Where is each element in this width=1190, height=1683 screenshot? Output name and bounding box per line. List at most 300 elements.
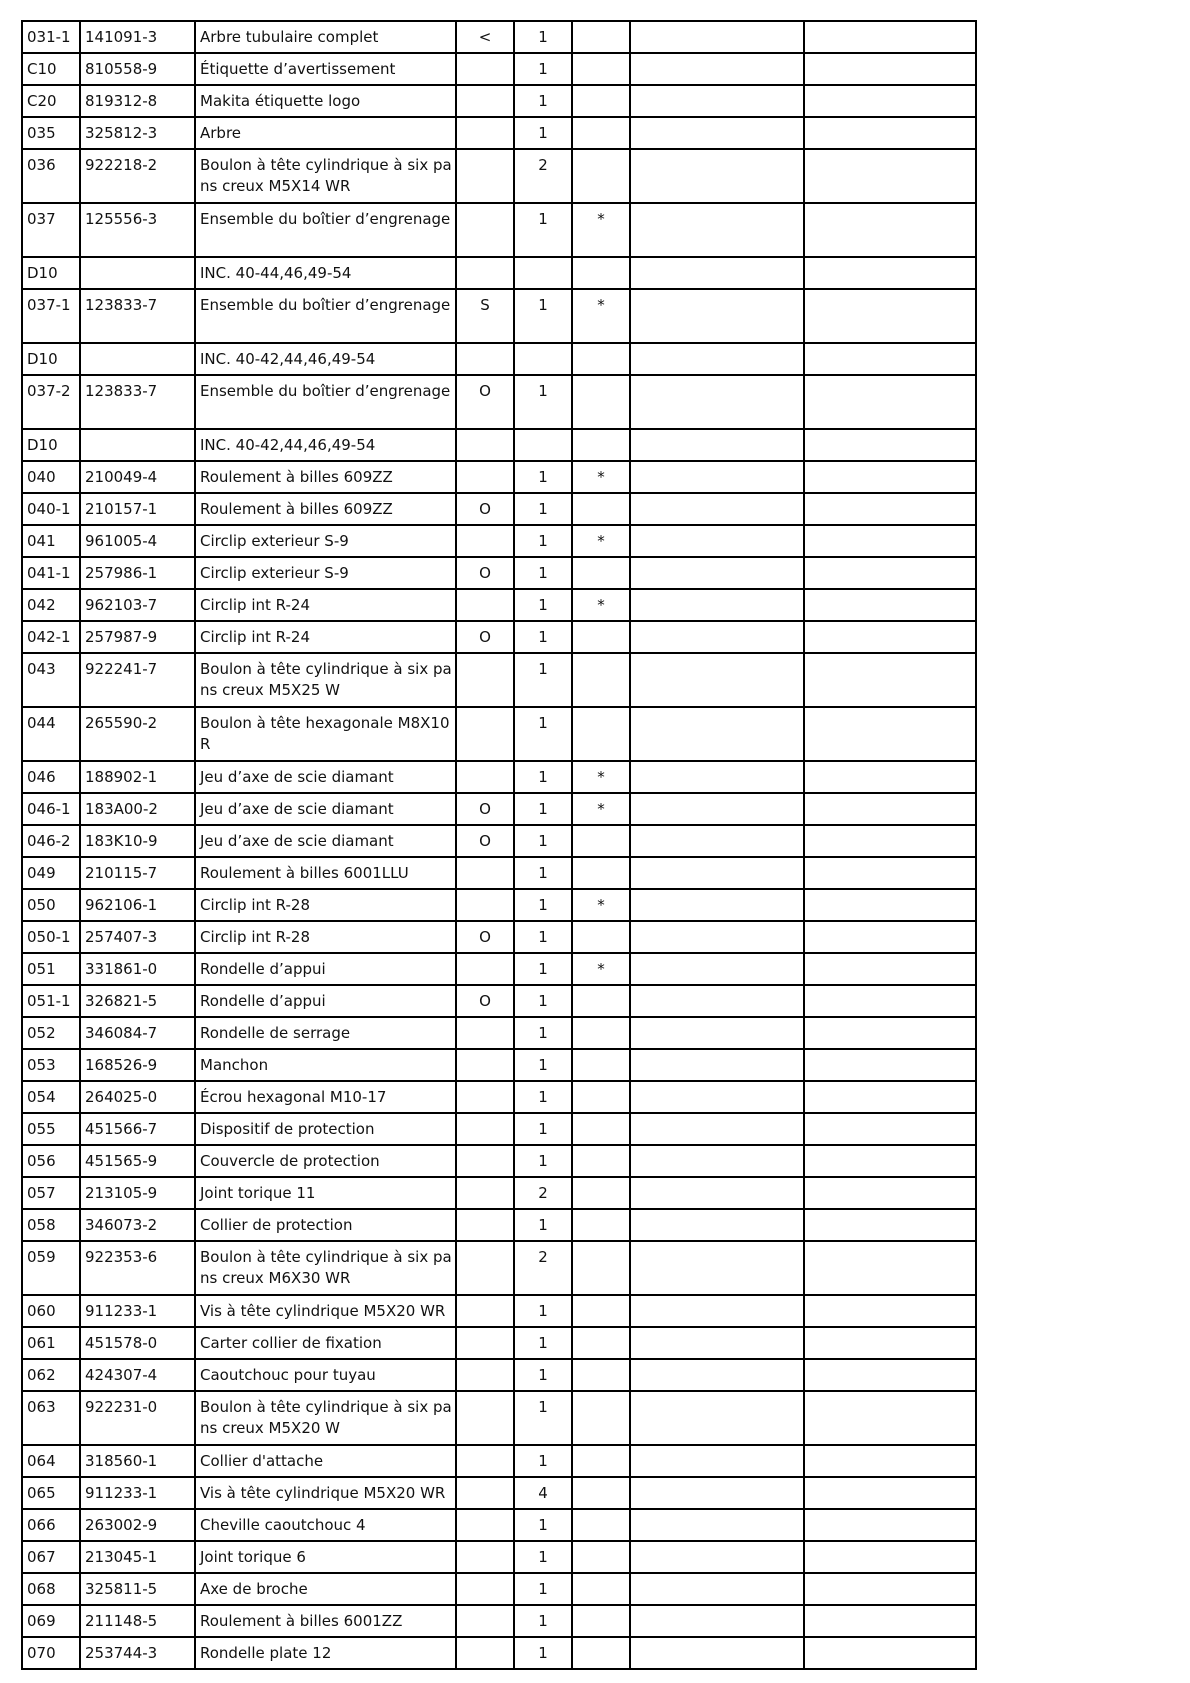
note-cell bbox=[572, 1145, 630, 1177]
description-cell: Roulement à billes 6001LLU bbox=[195, 857, 456, 889]
note-cell: * bbox=[572, 889, 630, 921]
ref-number-cell: 050-1 bbox=[22, 921, 80, 953]
description-cell: Circlip int R-28 bbox=[195, 921, 456, 953]
note-cell bbox=[572, 1637, 630, 1669]
ref-number-cell: 037-1 bbox=[22, 289, 80, 343]
description-cell: Ensemble du boîtier d’engrenage bbox=[195, 289, 456, 343]
description-cell: Boulon à tête cylindrique à six pans creux M5X20 W bbox=[195, 1391, 456, 1445]
marker-cell bbox=[456, 1477, 514, 1509]
marker-cell: O bbox=[456, 557, 514, 589]
note-cell bbox=[572, 1391, 630, 1445]
note-cell: * bbox=[572, 203, 630, 257]
quantity-cell: 1 bbox=[514, 985, 572, 1017]
table-row bbox=[22, 1209, 976, 1241]
part-number-cell: 263002-9 bbox=[80, 1509, 195, 1541]
empty-cell bbox=[630, 921, 804, 953]
ref-number-cell: 067 bbox=[22, 1541, 80, 1573]
empty-cell bbox=[804, 149, 976, 203]
quantity-cell: 1 bbox=[514, 1541, 572, 1573]
marker-cell bbox=[456, 1359, 514, 1391]
empty-cell bbox=[630, 53, 804, 85]
table-row bbox=[22, 1049, 976, 1081]
description-cell: Circlip int R-24 bbox=[195, 621, 456, 653]
quantity-cell: 1 bbox=[514, 1081, 572, 1113]
ref-number-cell: 058 bbox=[22, 1209, 80, 1241]
note-cell: * bbox=[572, 953, 630, 985]
ref-number-cell: 061 bbox=[22, 1327, 80, 1359]
table-row bbox=[22, 525, 976, 557]
marker-cell bbox=[456, 429, 514, 461]
ref-number-cell: 069 bbox=[22, 1605, 80, 1637]
empty-cell bbox=[630, 117, 804, 149]
empty-cell bbox=[804, 429, 976, 461]
description-cell: INC. 40-42,44,46,49-54 bbox=[195, 429, 456, 461]
part-number-cell: 213105-9 bbox=[80, 1177, 195, 1209]
table-row bbox=[22, 1359, 976, 1391]
part-number-cell: 141091-3 bbox=[80, 21, 195, 53]
part-number-cell: 264025-0 bbox=[80, 1081, 195, 1113]
description-cell: Circlip int R-24 bbox=[195, 589, 456, 621]
marker-cell: O bbox=[456, 493, 514, 525]
description-cell: Jeu d’axe de scie diamant bbox=[195, 793, 456, 825]
quantity-cell: 1 bbox=[514, 1509, 572, 1541]
marker-cell bbox=[456, 1145, 514, 1177]
table-row bbox=[22, 857, 976, 889]
table-row bbox=[22, 1113, 976, 1145]
ref-number-cell: 055 bbox=[22, 1113, 80, 1145]
part-number-cell: 123833-7 bbox=[80, 289, 195, 343]
empty-cell bbox=[630, 857, 804, 889]
quantity-cell: 1 bbox=[514, 1327, 572, 1359]
table-row bbox=[22, 1573, 976, 1605]
quantity-cell: 1 bbox=[514, 621, 572, 653]
quantity-cell: 1 bbox=[514, 117, 572, 149]
ref-number-cell: 043 bbox=[22, 653, 80, 707]
part-number-cell: 962103-7 bbox=[80, 589, 195, 621]
quantity-cell: 2 bbox=[514, 1241, 572, 1295]
empty-cell bbox=[804, 1177, 976, 1209]
note-cell bbox=[572, 1049, 630, 1081]
quantity-cell: 1 bbox=[514, 1113, 572, 1145]
description-cell: Jeu d’axe de scie diamant bbox=[195, 761, 456, 793]
part-number-cell: 325811-5 bbox=[80, 1573, 195, 1605]
part-number-cell: 183K10-9 bbox=[80, 825, 195, 857]
note-cell bbox=[572, 1509, 630, 1541]
empty-cell bbox=[630, 707, 804, 761]
quantity-cell bbox=[514, 429, 572, 461]
part-number-cell: 188902-1 bbox=[80, 761, 195, 793]
empty-cell bbox=[804, 1637, 976, 1669]
quantity-cell: 1 bbox=[514, 1637, 572, 1669]
description-cell: Manchon bbox=[195, 1049, 456, 1081]
marker-cell bbox=[456, 889, 514, 921]
description-cell: Joint torique 11 bbox=[195, 1177, 456, 1209]
description-cell: Vis à tête cylindrique M5X20 WR bbox=[195, 1295, 456, 1327]
part-number-cell: 123833-7 bbox=[80, 375, 195, 429]
empty-cell bbox=[630, 761, 804, 793]
quantity-cell: 1 bbox=[514, 53, 572, 85]
empty-cell bbox=[630, 1391, 804, 1445]
marker-cell bbox=[456, 707, 514, 761]
note-cell bbox=[572, 557, 630, 589]
marker-cell bbox=[456, 203, 514, 257]
part-number-cell: 922241-7 bbox=[80, 653, 195, 707]
marker-cell bbox=[456, 653, 514, 707]
description-cell: Circlip exterieur S-9 bbox=[195, 557, 456, 589]
ref-number-cell: 060 bbox=[22, 1295, 80, 1327]
empty-cell bbox=[630, 557, 804, 589]
note-cell bbox=[572, 1209, 630, 1241]
empty-cell bbox=[630, 1573, 804, 1605]
parts-table-body bbox=[22, 21, 976, 1669]
description-cell: Roulement à billes 609ZZ bbox=[195, 461, 456, 493]
table-row bbox=[22, 621, 976, 653]
note-cell bbox=[572, 1477, 630, 1509]
part-number-cell: 325812-3 bbox=[80, 117, 195, 149]
marker-cell: S bbox=[456, 289, 514, 343]
description-cell: Boulon à tête cylindrique à six pans creux M5X14 WR bbox=[195, 149, 456, 203]
part-number-cell bbox=[80, 429, 195, 461]
part-number-cell: 346084-7 bbox=[80, 1017, 195, 1049]
empty-cell bbox=[804, 985, 976, 1017]
table-row bbox=[22, 1241, 976, 1295]
empty-cell bbox=[630, 589, 804, 621]
quantity-cell: 1 bbox=[514, 707, 572, 761]
ref-number-cell: C20 bbox=[22, 85, 80, 117]
marker-cell: O bbox=[456, 985, 514, 1017]
empty-cell bbox=[630, 289, 804, 343]
empty-cell bbox=[804, 1017, 976, 1049]
empty-cell bbox=[630, 793, 804, 825]
quantity-cell: 1 bbox=[514, 557, 572, 589]
quantity-cell: 1 bbox=[514, 525, 572, 557]
ref-number-cell: D10 bbox=[22, 257, 80, 289]
empty-cell bbox=[804, 53, 976, 85]
table-row bbox=[22, 1145, 976, 1177]
note-cell bbox=[572, 857, 630, 889]
empty-cell bbox=[630, 1509, 804, 1541]
description-cell: Boulon à tête hexagonale M8X10 R bbox=[195, 707, 456, 761]
ref-number-cell: 050 bbox=[22, 889, 80, 921]
marker-cell bbox=[456, 1509, 514, 1541]
table-row bbox=[22, 1637, 976, 1669]
part-number-cell: 265590-2 bbox=[80, 707, 195, 761]
marker-cell: O bbox=[456, 921, 514, 953]
note-cell: * bbox=[572, 793, 630, 825]
part-number-cell: 810558-9 bbox=[80, 53, 195, 85]
empty-cell bbox=[630, 1541, 804, 1573]
empty-cell bbox=[804, 761, 976, 793]
part-number-cell: 331861-0 bbox=[80, 953, 195, 985]
part-number-cell: 451578-0 bbox=[80, 1327, 195, 1359]
empty-cell bbox=[804, 1445, 976, 1477]
description-cell: Couvercle de protection bbox=[195, 1145, 456, 1177]
description-cell: Joint torique 6 bbox=[195, 1541, 456, 1573]
quantity-cell: 1 bbox=[514, 21, 572, 53]
description-cell: Circlip exterieur S-9 bbox=[195, 525, 456, 557]
ref-number-cell: 046 bbox=[22, 761, 80, 793]
part-number-cell: 922218-2 bbox=[80, 149, 195, 203]
quantity-cell bbox=[514, 257, 572, 289]
description-cell: Rondelle de serrage bbox=[195, 1017, 456, 1049]
description-cell: Boulon à tête cylindrique à six pans creux M6X30 WR bbox=[195, 1241, 456, 1295]
empty-cell bbox=[804, 1477, 976, 1509]
ref-number-cell: 036 bbox=[22, 149, 80, 203]
part-number-cell: 183A00-2 bbox=[80, 793, 195, 825]
marker-cell bbox=[456, 525, 514, 557]
marker-cell bbox=[456, 1637, 514, 1669]
description-cell: Boulon à tête cylindrique à six pans creux M5X25 W bbox=[195, 653, 456, 707]
description-cell: Rondelle d’appui bbox=[195, 985, 456, 1017]
part-number-cell bbox=[80, 343, 195, 375]
ref-number-cell: D10 bbox=[22, 429, 80, 461]
marker-cell bbox=[456, 1113, 514, 1145]
note-cell: * bbox=[572, 461, 630, 493]
description-cell: Ensemble du boîtier d’engrenage bbox=[195, 203, 456, 257]
empty-cell bbox=[804, 461, 976, 493]
empty-cell bbox=[804, 1081, 976, 1113]
table-row bbox=[22, 257, 976, 289]
quantity-cell: 1 bbox=[514, 653, 572, 707]
quantity-cell: 1 bbox=[514, 589, 572, 621]
ref-number-cell: 037 bbox=[22, 203, 80, 257]
note-cell bbox=[572, 343, 630, 375]
note-cell bbox=[572, 257, 630, 289]
note-cell bbox=[572, 1541, 630, 1573]
description-cell: Caoutchouc pour tuyau bbox=[195, 1359, 456, 1391]
part-number-cell: 424307-4 bbox=[80, 1359, 195, 1391]
table-row bbox=[22, 1445, 976, 1477]
part-number-cell: 922231-0 bbox=[80, 1391, 195, 1445]
empty-cell bbox=[630, 985, 804, 1017]
marker-cell bbox=[456, 1573, 514, 1605]
quantity-cell: 1 bbox=[514, 1391, 572, 1445]
empty-cell bbox=[804, 793, 976, 825]
empty-cell bbox=[804, 653, 976, 707]
empty-cell bbox=[804, 621, 976, 653]
empty-cell bbox=[630, 203, 804, 257]
note-cell bbox=[572, 921, 630, 953]
empty-cell bbox=[804, 1209, 976, 1241]
note-cell bbox=[572, 1241, 630, 1295]
description-cell: Écrou hexagonal M10-17 bbox=[195, 1081, 456, 1113]
ref-number-cell: C10 bbox=[22, 53, 80, 85]
marker-cell bbox=[456, 1541, 514, 1573]
quantity-cell: 1 bbox=[514, 1295, 572, 1327]
quantity-cell: 1 bbox=[514, 889, 572, 921]
empty-cell bbox=[804, 1541, 976, 1573]
table-row bbox=[22, 461, 976, 493]
part-number-cell: 257986-1 bbox=[80, 557, 195, 589]
empty-cell bbox=[804, 1359, 976, 1391]
empty-cell bbox=[630, 621, 804, 653]
description-cell: Arbre bbox=[195, 117, 456, 149]
marker-cell: O bbox=[456, 621, 514, 653]
marker-cell bbox=[456, 1605, 514, 1637]
empty-cell bbox=[804, 953, 976, 985]
empty-cell bbox=[804, 857, 976, 889]
note-cell bbox=[572, 1295, 630, 1327]
ref-number-cell: 046-2 bbox=[22, 825, 80, 857]
table-row bbox=[22, 343, 976, 375]
empty-cell bbox=[804, 1573, 976, 1605]
marker-cell bbox=[456, 53, 514, 85]
quantity-cell: 1 bbox=[514, 461, 572, 493]
note-cell: * bbox=[572, 289, 630, 343]
table-row bbox=[22, 203, 976, 257]
part-number-cell: 346073-2 bbox=[80, 1209, 195, 1241]
part-number-cell: 210115-7 bbox=[80, 857, 195, 889]
marker-cell bbox=[456, 1081, 514, 1113]
empty-cell bbox=[630, 1081, 804, 1113]
parts-table bbox=[21, 20, 977, 1670]
note-cell bbox=[572, 1573, 630, 1605]
marker-cell bbox=[456, 1209, 514, 1241]
ref-number-cell: 062 bbox=[22, 1359, 80, 1391]
quantity-cell: 4 bbox=[514, 1477, 572, 1509]
ref-number-cell: 059 bbox=[22, 1241, 80, 1295]
part-number-cell: 962106-1 bbox=[80, 889, 195, 921]
description-cell: Jeu d’axe de scie diamant bbox=[195, 825, 456, 857]
quantity-cell: 1 bbox=[514, 289, 572, 343]
table-row bbox=[22, 1177, 976, 1209]
marker-cell bbox=[456, 1017, 514, 1049]
table-row bbox=[22, 53, 976, 85]
part-number-cell: 125556-3 bbox=[80, 203, 195, 257]
part-number-cell: 326821-5 bbox=[80, 985, 195, 1017]
table-row bbox=[22, 1295, 976, 1327]
table-row bbox=[22, 1327, 976, 1359]
table-row bbox=[22, 21, 976, 53]
ref-number-cell: 054 bbox=[22, 1081, 80, 1113]
empty-cell bbox=[804, 493, 976, 525]
part-number-cell: 257987-9 bbox=[80, 621, 195, 653]
empty-cell bbox=[630, 1049, 804, 1081]
table-row bbox=[22, 557, 976, 589]
description-cell: Dispositif de protection bbox=[195, 1113, 456, 1145]
marker-cell bbox=[456, 1177, 514, 1209]
quantity-cell: 1 bbox=[514, 921, 572, 953]
quantity-cell: 1 bbox=[514, 1145, 572, 1177]
description-cell: Axe de broche bbox=[195, 1573, 456, 1605]
ref-number-cell: 066 bbox=[22, 1509, 80, 1541]
empty-cell bbox=[630, 1445, 804, 1477]
empty-cell bbox=[630, 1605, 804, 1637]
note-cell bbox=[572, 1081, 630, 1113]
part-number-cell: 318560-1 bbox=[80, 1445, 195, 1477]
empty-cell bbox=[804, 707, 976, 761]
marker-cell bbox=[456, 1241, 514, 1295]
note-cell bbox=[572, 825, 630, 857]
note-cell bbox=[572, 621, 630, 653]
empty-cell bbox=[804, 525, 976, 557]
description-cell: Roulement à billes 609ZZ bbox=[195, 493, 456, 525]
quantity-cell: 2 bbox=[514, 149, 572, 203]
ref-number-cell: 041 bbox=[22, 525, 80, 557]
ref-number-cell: 044 bbox=[22, 707, 80, 761]
table-row bbox=[22, 493, 976, 525]
description-cell: Makita étiquette logo bbox=[195, 85, 456, 117]
table-row bbox=[22, 653, 976, 707]
description-cell: INC. 40-42,44,46,49-54 bbox=[195, 343, 456, 375]
marker-cell bbox=[456, 589, 514, 621]
marker-cell bbox=[456, 85, 514, 117]
empty-cell bbox=[630, 1295, 804, 1327]
note-cell: * bbox=[572, 525, 630, 557]
marker-cell: O bbox=[456, 793, 514, 825]
marker-cell bbox=[456, 461, 514, 493]
note-cell bbox=[572, 1113, 630, 1145]
empty-cell bbox=[804, 1113, 976, 1145]
ref-number-cell: 041-1 bbox=[22, 557, 80, 589]
ref-number-cell: D10 bbox=[22, 343, 80, 375]
part-number-cell bbox=[80, 257, 195, 289]
marker-cell bbox=[456, 1391, 514, 1445]
empty-cell bbox=[804, 203, 976, 257]
part-number-cell: 257407-3 bbox=[80, 921, 195, 953]
description-cell: Arbre tubulaire complet bbox=[195, 21, 456, 53]
empty-cell bbox=[630, 1017, 804, 1049]
note-cell bbox=[572, 1177, 630, 1209]
marker-cell: < bbox=[456, 21, 514, 53]
ref-number-cell: 053 bbox=[22, 1049, 80, 1081]
ref-number-cell: 051 bbox=[22, 953, 80, 985]
table-row bbox=[22, 1605, 976, 1637]
empty-cell bbox=[630, 493, 804, 525]
empty-cell bbox=[630, 1209, 804, 1241]
ref-number-cell: 065 bbox=[22, 1477, 80, 1509]
table-row bbox=[22, 825, 976, 857]
empty-cell bbox=[630, 257, 804, 289]
empty-cell bbox=[630, 149, 804, 203]
empty-cell bbox=[804, 117, 976, 149]
table-row bbox=[22, 953, 976, 985]
quantity-cell: 1 bbox=[514, 1359, 572, 1391]
part-number-cell: 451565-9 bbox=[80, 1145, 195, 1177]
marker-cell: O bbox=[456, 375, 514, 429]
quantity-cell: 1 bbox=[514, 1209, 572, 1241]
note-cell bbox=[572, 429, 630, 461]
marker-cell bbox=[456, 953, 514, 985]
part-number-cell: 922353-6 bbox=[80, 1241, 195, 1295]
ref-number-cell: 056 bbox=[22, 1145, 80, 1177]
ref-number-cell: 040 bbox=[22, 461, 80, 493]
table-row bbox=[22, 85, 976, 117]
ref-number-cell: 063 bbox=[22, 1391, 80, 1445]
note-cell bbox=[572, 1017, 630, 1049]
note-cell: * bbox=[572, 761, 630, 793]
ref-number-cell: 051-1 bbox=[22, 985, 80, 1017]
ref-number-cell: 031-1 bbox=[22, 21, 80, 53]
empty-cell bbox=[630, 429, 804, 461]
empty-cell bbox=[630, 825, 804, 857]
empty-cell bbox=[630, 653, 804, 707]
parts-list-sheet bbox=[21, 20, 977, 1670]
marker-cell bbox=[456, 857, 514, 889]
empty-cell bbox=[630, 1327, 804, 1359]
note-cell bbox=[572, 1327, 630, 1359]
quantity-cell: 1 bbox=[514, 1573, 572, 1605]
empty-cell bbox=[804, 1295, 976, 1327]
ref-number-cell: 068 bbox=[22, 1573, 80, 1605]
note-cell bbox=[572, 985, 630, 1017]
marker-cell: O bbox=[456, 825, 514, 857]
empty-cell bbox=[630, 889, 804, 921]
description-cell: Roulement à billes 6001ZZ bbox=[195, 1605, 456, 1637]
empty-cell bbox=[804, 1241, 976, 1295]
description-cell: Ensemble du boîtier d’engrenage bbox=[195, 375, 456, 429]
marker-cell bbox=[456, 1327, 514, 1359]
